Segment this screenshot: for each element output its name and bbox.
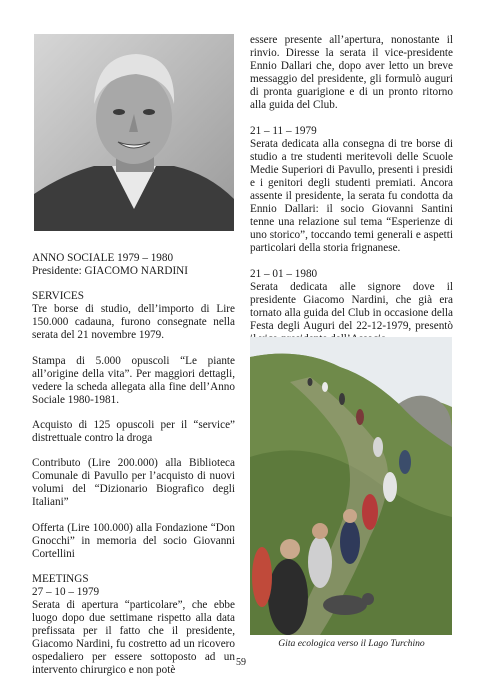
services-paragraph: Contributo (Lire 200.000) alla Biblioteca Comunale di Pavullo per l’acquisto di nuovi volumi del “Dizionario Biografico degli Italiani” [32, 457, 235, 509]
services-paragraph: Stampa di 5.000 opuscoli “Le piante all’origine della vita”. Per maggiori dettagli, vedere la scheda allegata alla fine dell’Anno Sociale 1980-1981. [32, 354, 235, 406]
meeting-date: 27 – 10 – 1979 [32, 585, 100, 598]
photo-caption: Gita ecologica verso il Lago Turchino [278, 638, 425, 649]
portrait-photo [34, 34, 234, 231]
meeting-text: Serata dedicata alle signore dove il presidente Giacomo Nardini, che già era tornato alla guida del Club in occasione della Festa degli Auguri del 22-12-1979, presentò [250, 280, 453, 332]
services-heading: SERVICES [32, 290, 84, 303]
meeting-text: Serata dedicata alla consegna di tre borse di studio a tre studenti meritevoli delle Scuole Medie Superiori di Pavullo, presenti i presidi e i genitori degli studenti premiati. Ancora assente il presidente, la serata fu condotta da Ennio Dallari: il socio Giovanni Santini tenne una relazione sul tema “Esperienze di uno storico”, toccando temi generali e aspetti particolari della storia frignanese. [250, 137, 453, 255]
right-column [250, 34, 453, 346]
presidente-line: Presidente: GIACOMO NARDINI [32, 265, 188, 278]
left-column [32, 252, 235, 678]
services-paragraph: Offerta (Lire 100.000) alla Fondazione “Don Gnocchi” in memoria del socio Giovanni Cortellini [32, 521, 235, 560]
meeting-date: 21 – 01 – 1980 [250, 267, 318, 280]
services-paragraph: Tre borse di studio, dell’importo di Lire 150.000 cadauna, furono consegnate nella serata del 21 novembre 1979. [32, 303, 235, 342]
meetings-heading: MEETINGS [32, 572, 89, 585]
meeting-text-continuation: essere presente all’apertura, nonostante il rinvio. Diresse la serata il vice-presidente Ennio Dallari che, dopo aver letto un breve messaggio del presidente, gli formulò auguri di pronta guarigione e di un pronto ritorno alla guida del Club. [250, 34, 453, 112]
hiking-photo [250, 337, 452, 635]
services-paragraph: Acquisto di 125 opuscoli per il “service” distrettuale contro la droga [32, 418, 235, 445]
meeting-date: 21 – 11 – 1979 [250, 124, 317, 137]
meeting-text: Serata di apertura “particolare”, che ebbe luogo dopo due settimane rispetto alla data prefissata per il fatto che il presidente, Giacomo Nardini, fu costretto ad un ricovero ospedaliero per essere sottoposto ad un intervento chirurgico e non potè [32, 598, 235, 677]
page-number: 59 [236, 657, 246, 668]
anno-sociale-heading: ANNO SOCIALE 1979 – 1980 [32, 252, 174, 264]
